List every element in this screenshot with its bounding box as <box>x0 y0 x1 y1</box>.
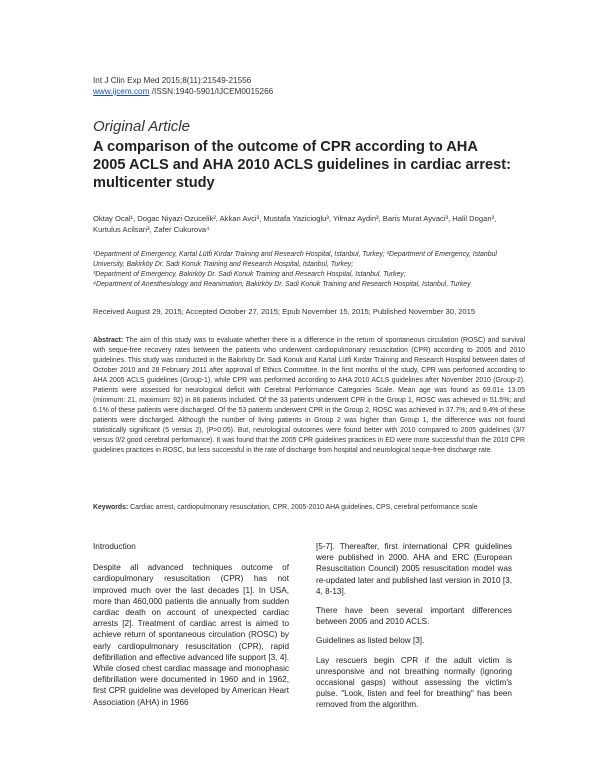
affiliation-3: ⁴Department of Anesthesiology and Reanimation, Bakirköy Dr. Sadi Konuk Training and Research Hospital, Istanbul, Turkey <box>93 281 471 288</box>
journal-issn: /ISSN:1940-5901/IJCEM0015266 <box>149 87 274 96</box>
body-paragraph: There have been several important differences between 2005 and 2010 ACLS. <box>316 606 512 627</box>
abstract <box>93 336 525 456</box>
body-paragraph: [5-7]. Thereafter, first international CPR guidelines were published in 2000. AHA and ERC (European Resuscitation Council) 2005 resuscitation model was re-updated later and published last version in 2010 [3, 4, 8-13]. <box>316 542 512 596</box>
article-title: A comparison of the outcome of CPR according to AHA 2005 ACLS and AHA 2010 ACLS guidelines in cardiac arrest: multicenter study <box>93 139 511 191</box>
affiliation-2: ³Department of Emergency, Bakirköy Dr. Sadi Konuk Training and Research Hospital, Istanbul, Turkey; <box>93 271 406 278</box>
keywords <box>93 503 525 513</box>
author-list: Oktay Ocal¹, Dogac Niyazi Ozucelik², Akkan Avci³, Mustafa Yazicioglu³, Yilmaz Aydin³, Baris Murat Ayvaci³, Halil Dogan³, Kurtulus Acilsari³, Zafer Cukurova⁴ <box>93 214 497 234</box>
introduction-heading: Introduction <box>93 542 136 551</box>
publication-dates: Received August 29, 2015; Accepted October 27, 2015; Epub November 15, 2015; Published November 30, 2015 <box>93 307 476 316</box>
affiliations <box>93 250 525 290</box>
journal-header <box>93 75 273 97</box>
keywords-text: Cardiac arrest, cardiopulmonary resuscitation, CPR, 2005-2010 AHA guidelines, CPS, cerebral performance scale <box>128 504 478 511</box>
journal-web-line <box>93 86 273 97</box>
abstract-text: The aim of this study was to evaluate whether there is a difference in the return of spontaneous circulation (ROSC) and survival with seque-free recovery rates between the patients who underwent cardiopulmonary resuscitation (CPR) according to 2005 and 2010 guidelines. This study was conducted in the Bakırköy Dr. Sadi Konuk and Kartal Lütfi Kırdar Training and Research Hospital between dates of October 2010 and 28 February 2011 after approval of Ethics Committee. In the first months of the study, CPR was performed according to AHA 2005 ACLS guidelines (Group-1), while CPR was performed according to AHA 2010 ACLS guidelines after November 2010 (Group-2). Patients were assessed for neurological deficit with Cerebral Performance Categories Scale. Mean age was found as 69.01± 13.05 (minimum: 21, maximum: 92) in 86 patients included. Of the 33 patients underwent CPR in the Group 1, ROSC was achieved in 51.5%; and 6.1% of these patients were discharged. Of the 53 patients underwent CPR in the Group 2, ROSC was achieved in 37.7%; and 9.4% of these patients were discharged. Although the number of living patients in Group 2 was higher than Group 1, the difference was not found statistically significant (5 versus 2), (P>0.05). But, neurological outcomes were found better with 2010 compared to 2005 guidelines (3/7 versus 0/2 good cerebral performance). It was found that the 2005 CPR guidelines practices in ED were more successful than the 2010 CPR guidelines practices in ROSC, but less successful in the rate of discharge from hospital and neurological seque-free discharge rate. <box>93 337 525 454</box>
abstract-label: Abstract: <box>93 337 124 344</box>
body-paragraph: Guidelines as listed below [3]. <box>316 636 425 646</box>
article-type: Original Article <box>93 118 190 135</box>
body-column-left <box>93 541 289 716</box>
body-column-right <box>316 541 512 719</box>
keywords-label: Keywords: <box>93 504 129 511</box>
journal-citation: Int J Clin Exp Med 2015;8(11):21549-21556 <box>93 76 252 85</box>
body-paragraph: Lay rescuers begin CPR if the adult victim is unresponsive and not breathing normally (ignoring occasional gasps) without assessing the victim's pulse. "Look, listen and feel for breathing" has been removed from the algorithm. <box>316 655 512 710</box>
affiliation-1: ¹Department of Emergency, Kartal Lütfi Kırdar Training and Research Hospital, Istanbul, Turkey; ²Department of Emergency, Istanbul University, Bakirköy Dr. Sadi Konuk Training and Research Hospital, Istanbul, Turkey; <box>93 251 497 268</box>
journal-website-link[interactable]: www.ijcem.com <box>93 87 150 96</box>
body-paragraph: Despite all advanced techniques outcome of cardiopulmonary resuscitation (CPR) has not improved much over the last decades [1]. In USA, more than 460,000 patients die annually from sudden cardiac death on account of unexpected cardiac arrests [2]. Treatment of cardiac arrest is aimed to achieve return of spontaneous circulation (ROSC) by early cardiopulmonary resuscitation (CPR), rapid defibrillation and effective advanced life support [3, 4]. While closed chest cardiac massage and monophasic defibrillation were documented in 1960 and in 1962, first CPR guideline was developed by American Heart Association (AHA) in 1966 <box>93 563 289 707</box>
